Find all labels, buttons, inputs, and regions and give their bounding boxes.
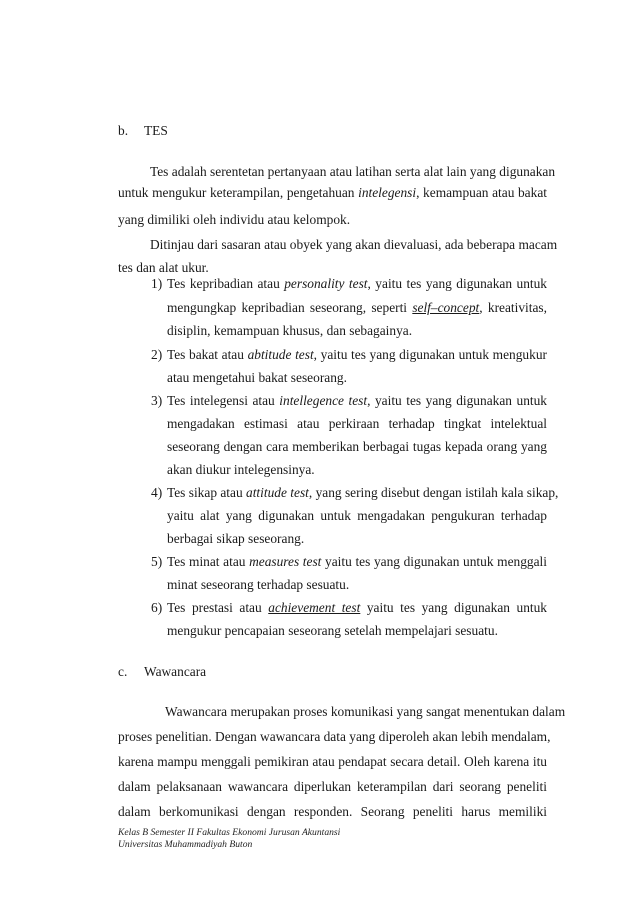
term-intelegensi: intelegensi: [358, 185, 417, 200]
list-item-line: Tes bakat atau abtitude test, yaitu tes yang digunakan untuk mengukur: [167, 347, 547, 362]
list-item-line: yaitu alat yang digunakan untuk mengadakan pengukuran terhadap: [167, 508, 547, 523]
paragraph-line: dalam pelaksanaan wawancara diperlukan keterampilan dari seorang peneliti: [118, 779, 547, 794]
list-item-line: akan diukur intelegensinya.: [167, 462, 315, 477]
paragraph-line: untuk mengukur keterampilan, pengetahuan intelegensi, kemampuan atau bakat: [118, 185, 547, 200]
section-c-title: Wawancara: [144, 664, 207, 679]
paragraph-line: tes dan alat ukur.: [118, 260, 209, 275]
list-item-line: disiplin, kemampuan khusus, dan sebagainya.: [167, 323, 413, 338]
footer-line-1: Kelas B Semester II Fakultas Ekonomi Jurusan Akuntansi: [118, 827, 341, 838]
list-item-line: berbagai sikap seseorang.: [167, 531, 305, 546]
list-number: 5): [151, 554, 163, 569]
paragraph-line: karena mampu menggali pemikiran atau pendapat secara detail. Oleh karena itu: [118, 754, 547, 769]
list-item-line: mengungkap kepribadian seseorang, seperti self–concept, kreativitas,: [167, 300, 547, 315]
list-number: 2): [151, 347, 163, 362]
list-item-line: Tes minat atau measures test yaitu tes yang digunakan untuk menggali: [167, 554, 547, 569]
paragraph-line: dalam berkomunikasi dengan responden. Seorang peneliti harus memiliki: [118, 804, 547, 819]
list-item-line: mengadakan estimasi atau perkiraan terhadap tingkat intelektual: [167, 416, 547, 431]
list-item-line: Tes kepribadian atau personality test, yaitu tes yang digunakan untuk: [167, 276, 548, 291]
list-item-line: seseorang dengan cara memberikan berbagai tugas kepada orang yang: [167, 439, 547, 454]
section-c-marker: c.: [118, 664, 128, 679]
list-number: 6): [151, 600, 163, 615]
paragraph-line: yang dimiliki oleh individu atau kelompok.: [118, 212, 351, 227]
section-b-title: TES: [144, 123, 168, 138]
list-number: 1): [151, 276, 163, 291]
list-item-line: minat seseorang terhadap sesuatu.: [167, 577, 350, 592]
list-item-line: Tes intelegensi atau intellegence test, yaitu tes yang digunakan untuk: [167, 393, 547, 408]
paragraph-line: Wawancara merupakan proses komunikasi yang sangat menentukan dalam: [165, 704, 566, 719]
footer-line-2: Universitas Muhammadiyah Buton: [118, 839, 253, 850]
list-item-line: atau mengetahui bakat seseorang.: [167, 370, 347, 385]
list-number: 4): [151, 485, 163, 500]
list-item-line: Tes prestasi atau achievement test yaitu tes yang digunakan untuk: [167, 600, 547, 615]
paragraph-line: proses penelitian. Dengan wawancara data yang diperoleh akan lebih mendalam,: [118, 729, 551, 744]
list-number: 3): [151, 393, 163, 408]
paragraph-line: Tes adalah serentetan pertanyaan atau latihan serta alat lain yang digunakan: [150, 164, 556, 179]
list-item-line: Tes sikap atau attitude test, yang sering disebut dengan istilah kala sikap,: [167, 485, 559, 500]
section-b-marker: b.: [118, 123, 129, 138]
paragraph-line: Ditinjau dari sasaran atau obyek yang akan dievaluasi, ada beberapa macam: [150, 237, 558, 252]
list-item-line: mengukur pencapaian seseorang setelah mempelajari sesuatu.: [167, 623, 498, 638]
